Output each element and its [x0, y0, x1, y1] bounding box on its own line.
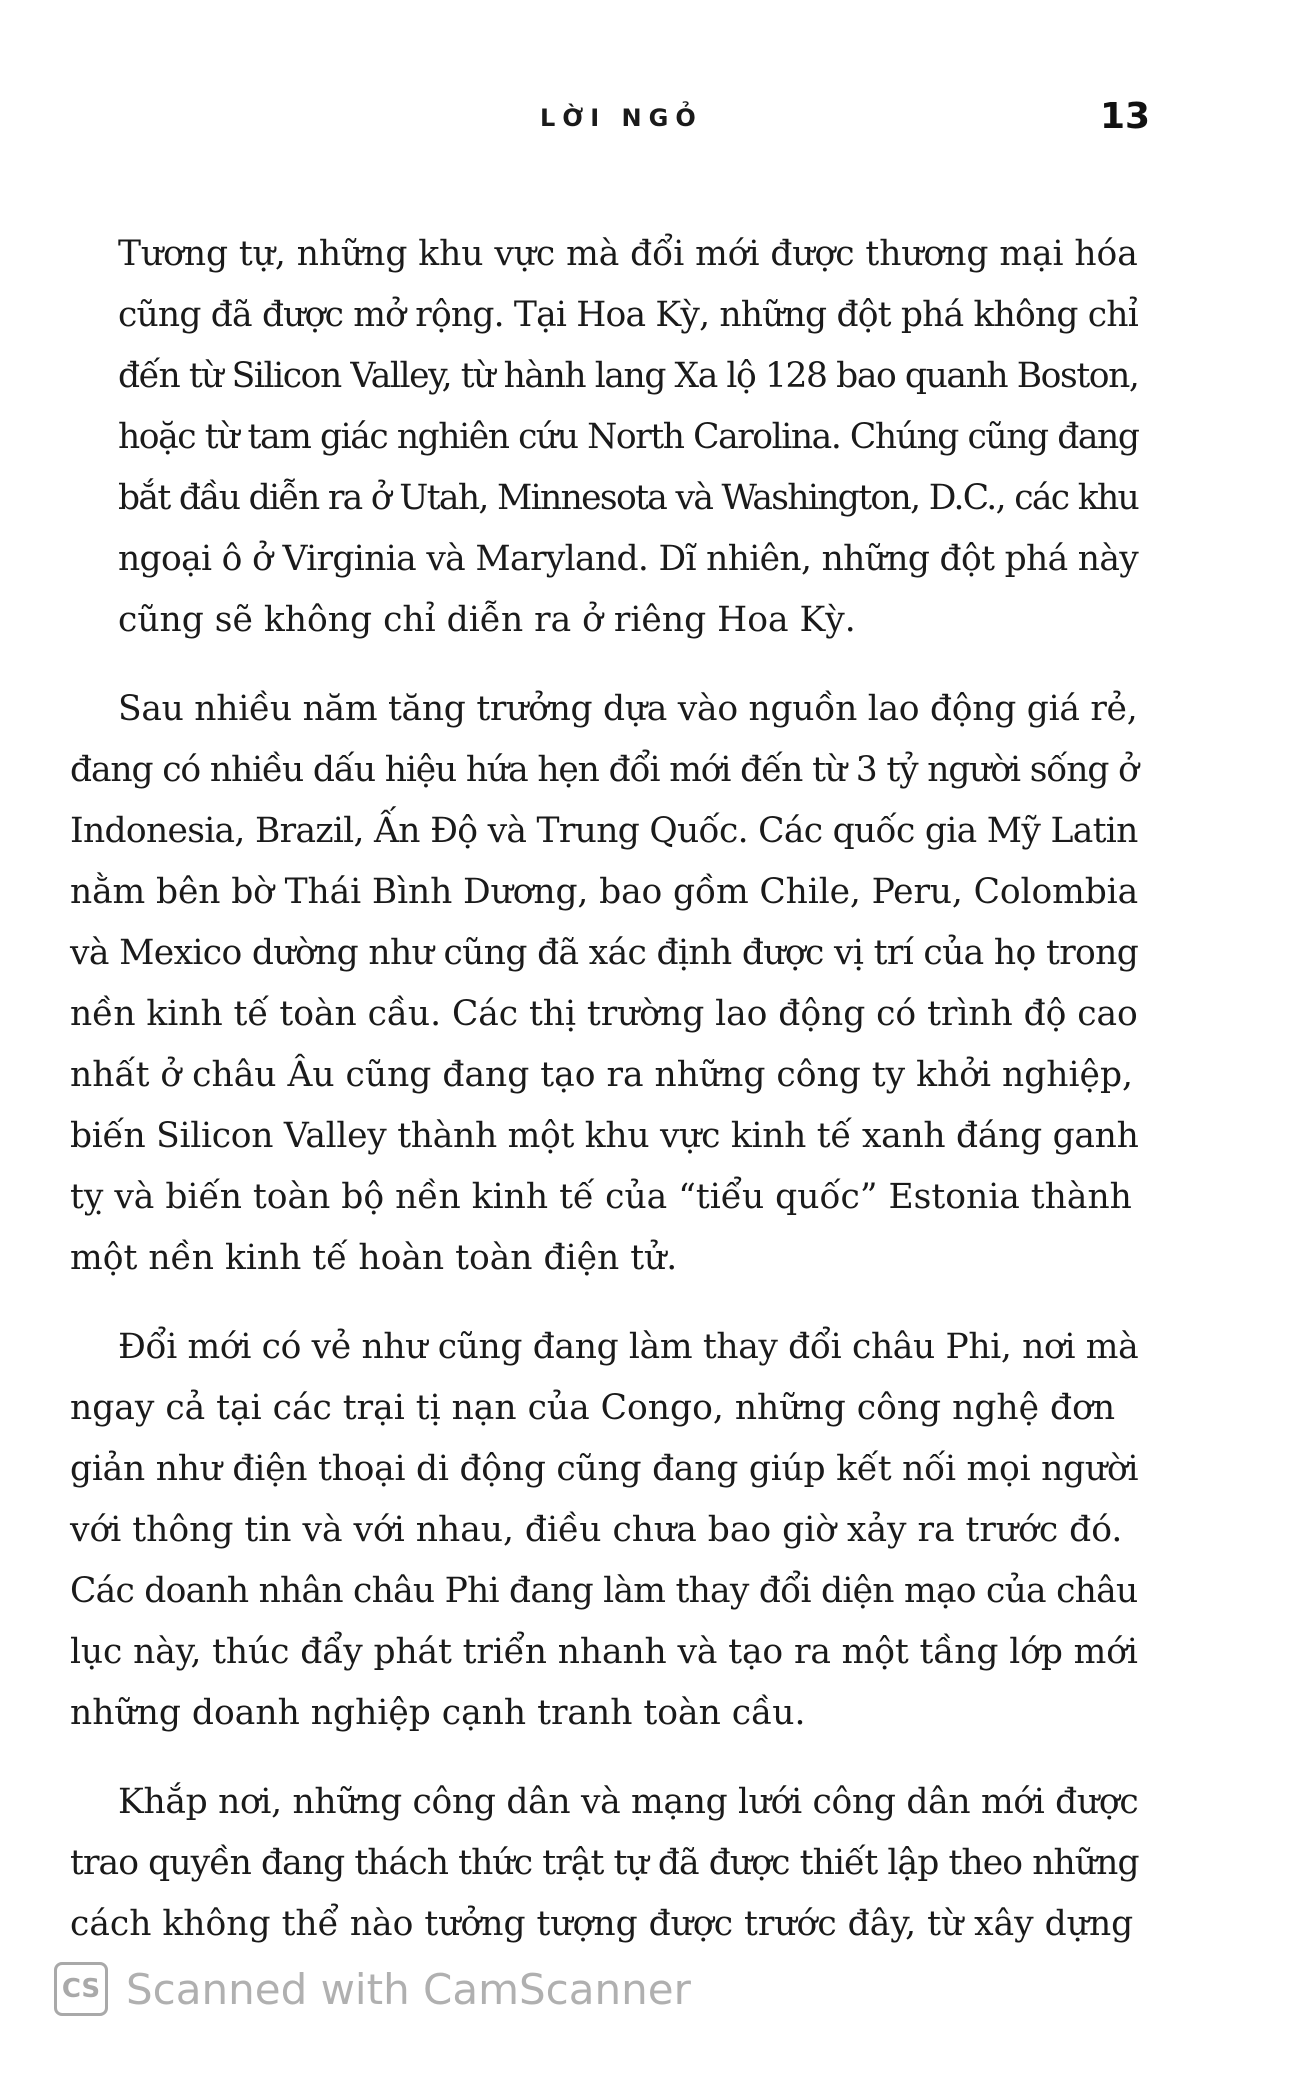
text-line: Tương tự, những khu vực mà đổi mới được thương mại hóa [118, 234, 1138, 274]
text-line: trao quyền đang thách thức trật tự đã được thiết lập theo những [70, 1843, 1139, 1883]
running-title: LỜI NGỎ [540, 104, 703, 132]
paragraph-3 [70, 1317, 1138, 1744]
paragraph-1 [70, 224, 1138, 651]
text-line: những doanh nghiệp cạnh tranh toàn cầu. [70, 1693, 806, 1733]
text-line: Khắp nơi, những công dân và mạng lưới công dân mới được [118, 1782, 1139, 1822]
text-line: giản như điện thoại di động cũng đang giúp kết nối mọi người [70, 1449, 1139, 1489]
text-line: Sau nhiều năm tăng trưởng dựa vào nguồn lao động giá rẻ, [118, 689, 1138, 729]
text-line: cũng đã được mở rộng. Tại Hoa Kỳ, những đột phá không chỉ [118, 295, 1138, 335]
text-line: hoặc từ tam giác nghiên cứu North Carolina. Chúng cũng đang [118, 417, 1139, 457]
text-line: ngoại ô ở Virginia và Maryland. Dĩ nhiên, những đột phá này [118, 539, 1139, 579]
text-line: nhất ở châu Âu cũng đang tạo ra những công ty khởi nghiệp, [70, 1055, 1134, 1095]
text-line: tỵ và biến toàn bộ nền kinh tế của “tiểu quốc” Estonia thành [70, 1177, 1132, 1217]
text-line: với thông tin và với nhau, điều chưa bao giờ xảy ra trước đó. [70, 1510, 1123, 1550]
text-line: đang có nhiều dấu hiệu hứa hẹn đổi mới đến từ 3 tỷ người sống ở [70, 750, 1138, 790]
scanner-watermark [54, 1962, 691, 2016]
camscanner-logo-icon: CS [54, 1962, 108, 2016]
watermark-text: Scanned with CamScanner [126, 1964, 691, 2014]
text-line: một nền kinh tế hoàn toàn điện tử. [70, 1238, 678, 1278]
paragraph-4 [70, 1772, 1138, 1955]
text-line: lục này, thúc đẩy phát triển nhanh và tạo ra một tầng lớp mới [70, 1632, 1138, 1672]
text-line: Các doanh nhân châu Phi đang làm thay đổi diện mạo của châu [70, 1571, 1138, 1611]
text-line: cách không thể nào tưởng tượng được trước đây, từ xây dựng [70, 1904, 1134, 1944]
paragraph-2 [70, 679, 1138, 1289]
text-line: bắt đầu diễn ra ở Utah, Minnesota và Washington, D.C., các khu [118, 478, 1139, 518]
text-line: và Mexico dường như cũng đã xác định được vị trí của họ trong [70, 933, 1139, 973]
text-line: nền kinh tế toàn cầu. Các thị trường lao động có trình độ cao [70, 994, 1138, 1034]
page-number: 13 [1100, 96, 1151, 137]
text-line: đến từ Silicon Valley, từ hành lang Xa lộ 128 bao quanh Boston, [118, 356, 1139, 396]
text-line: nằm bên bờ Thái Bình Dương, bao gồm Chile, Peru, Colombia [70, 872, 1139, 912]
text-line: biến Silicon Valley thành một khu vực kinh tế xanh đáng ganh [70, 1116, 1139, 1156]
text-line: Indonesia, Brazil, Ấn Độ và Trung Quốc. Các quốc gia Mỹ Latin [70, 811, 1138, 851]
text-line: cũng sẽ không chỉ diễn ra ở riêng Hoa Kỳ. [118, 600, 856, 640]
text-line: ngay cả tại các trại tị nạn của Congo, những công nghệ đơn [70, 1388, 1116, 1428]
text-line: Đổi mới có vẻ như cũng đang làm thay đổi châu Phi, nơi mà [118, 1327, 1139, 1367]
body-text [70, 224, 1138, 1983]
